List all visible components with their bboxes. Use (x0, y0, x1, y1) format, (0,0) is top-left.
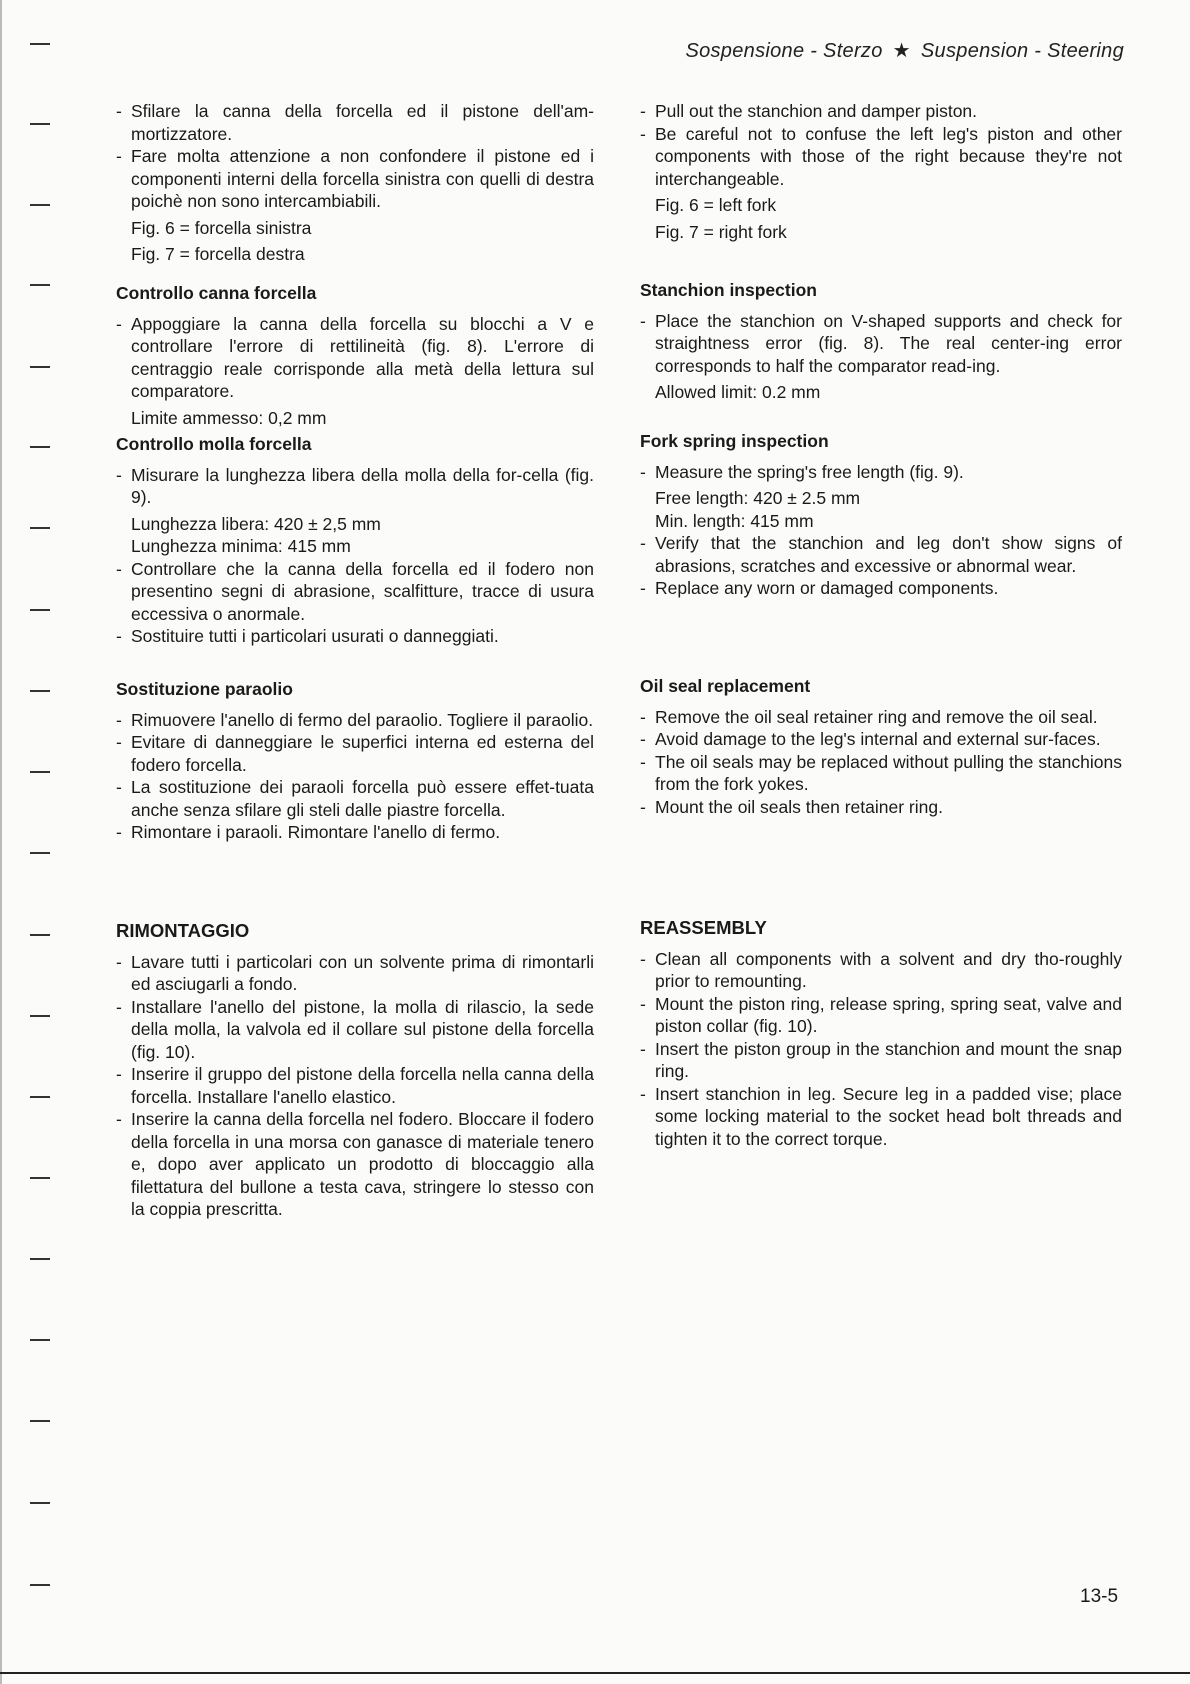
margin-mark (30, 1258, 50, 1260)
section-title: Fork spring inspection (640, 431, 829, 451)
list-item: - La sostituzione dei paraoli forcella può essere effet-tuata anche senza sfilare gli steli dalle piastre forcella. (116, 776, 594, 821)
list-item: - Rimuovere l'anello di fermo del paraolio. Togliere il paraolio. (116, 709, 594, 732)
margin-mark (30, 852, 50, 854)
section-title: Controllo canna forcella (116, 283, 317, 303)
margin-mark (30, 1502, 50, 1504)
fig-note: Fig. 6 = forcella sinistra (131, 217, 312, 238)
list-item: - Lavare tutti i particolari con un solvente prima di rimontarli ed asciugarli a fondo. (116, 951, 594, 996)
margin-mark (30, 1420, 50, 1422)
list-item: - Place the stanchion on V-shaped supports and check for straightness error (fig. 8). The real center-ing error corresponds to half the comparator read-ing. (640, 310, 1122, 378)
margin-mark (30, 284, 50, 286)
section-spring (640, 430, 1122, 600)
list-item: - Clean all components with a solvent and dry tho-roughly prior to remounting. (640, 948, 1122, 993)
spec-value: Limite ammesso: 0,2 mm (131, 407, 327, 428)
margin-mark (30, 123, 50, 125)
running-header (685, 38, 1124, 63)
list-item: - Insert the piston group in the stanchion and mount the snap ring. (640, 1038, 1122, 1083)
intro-section (116, 100, 594, 266)
list-item: - Inserire la canna della forcella nel fodero. Bloccare il fodero della forcella in una morsa con ganasce di materiale tenero e, dopo aver applicato un prodotto di bloccaggio alla filettatura del bullone a testa cava, stringere lo stesso con la coppia prescritta. (116, 1108, 594, 1221)
section-reassembly (116, 920, 594, 1221)
bottom-rule (0, 1672, 1190, 1674)
header-english: Suspension - Steering (920, 40, 1124, 62)
list-item: - Mount the oil seals then retainer ring. (640, 796, 1122, 819)
list-item: - Misurare la lunghezza libera della molla della for-cella (fig. 9). (116, 464, 594, 509)
fig-note: Fig. 7 = right fork (655, 221, 787, 242)
list-item: - Be careful not to confuse the left leg's piston and other components with those of the right because they're not interchangeable. (640, 123, 1122, 191)
list-item: - Installare l'anello del pistone, la molla di rilascio, la sede della molla, la valvola ed il collare sul pistone della forcella (fig. 10). (116, 996, 594, 1064)
margin-mark (30, 771, 50, 773)
list-item: - Fare molta attenzione a non confondere il pistone ed i componenti interni della forcella sinistra con quelli di destra poichè non sono intercambiabili. (116, 145, 594, 213)
spec-value: Allowed limit: 0.2 mm (655, 382, 821, 402)
margin-mark (30, 204, 50, 206)
list-item: - Remove the oil seal retainer ring and remove the oil seal. (640, 706, 1122, 729)
list-item: - Replace any worn or damaged components. (640, 577, 1122, 600)
list-item: - Avoid damage to the leg's internal and external sur-faces. (640, 728, 1122, 751)
list-item: - Sfilare la canna della forcella ed il pistone dell'am-mortizzatore. (116, 100, 594, 145)
spec-value: Min. length: 415 mm (655, 510, 814, 531)
section-title: REASSEMBLY (640, 917, 767, 938)
section-spring (116, 433, 594, 648)
list-item: - Sostituire tutti i particolari usurati o danneggiati. (116, 625, 594, 648)
section-stanchion (640, 279, 1122, 404)
margin-mark (30, 366, 50, 368)
list-item: - Insert stanchion in leg. Secure leg in a padded vise; place some locking material to the socket head bolt threads and tighten it to the correct torque. (640, 1083, 1122, 1151)
section-title: Oil seal replacement (640, 676, 811, 696)
margin-mark (30, 609, 50, 611)
margin-mark (30, 1339, 50, 1341)
margin-mark (30, 1584, 50, 1586)
section-title: Sostituzione paraolio (116, 679, 293, 699)
section-oil-seal (116, 678, 594, 844)
section-title: RIMONTAGGIO (116, 920, 250, 941)
margin-mark (30, 446, 50, 448)
section-stanchion (116, 282, 594, 429)
section-oil-seal (640, 675, 1122, 818)
star-icon: ★ (892, 40, 911, 62)
spec-value: Free length: 420 ± 2.5 mm (655, 488, 861, 508)
list-item: - Inserire il gruppo del pistone della forcella nella canna della forcella. Installare l'anello elastico. (116, 1063, 594, 1108)
spec-value: Lunghezza minima: 415 mm (131, 536, 351, 556)
spec-value: Lunghezza libera: 420 ± 2,5 mm (131, 513, 381, 534)
list-item: - Evitare di danneggiare le superfici interna ed esterna del fodero forcella. (116, 731, 594, 776)
list-item: - The oil seals may be replaced without pulling the stanchions from the fork yokes. (640, 751, 1122, 796)
margin-mark (30, 1096, 50, 1098)
list-item: - Pull out the stanchion and damper piston. (640, 100, 1122, 123)
list-item: - Measure the spring's free length (fig. 9). (640, 461, 1122, 484)
section-reassembly (640, 917, 1122, 1150)
list-item: - Verify that the stanchion and leg don't show signs of abrasions, scratches and excessive or abnormal wear. (640, 532, 1122, 577)
margin-mark (30, 934, 50, 936)
margin-mark (30, 690, 50, 692)
margin-mark (30, 527, 50, 529)
header-italian: Sospensione - Sterzo (685, 40, 883, 62)
left-page-edge (0, 0, 2, 1684)
page-number: 13-5 (1080, 1586, 1119, 1607)
section-title: Controllo molla forcella (116, 434, 312, 454)
margin-mark (30, 1177, 50, 1179)
list-item: - Appoggiare la canna della forcella su blocchi a V e controllare l'errore di rettilineità (fig. 8). L'errore di centraggio reale corrisponde alla metà della lettura sul comparatore. (116, 313, 594, 403)
margin-mark (30, 1015, 50, 1017)
margin-mark (30, 43, 50, 45)
section-title: Stanchion inspection (640, 280, 817, 300)
list-item: - Rimontare i paraoli. Rimontare l'anello di fermo. (116, 821, 594, 844)
list-item: - Mount the piston ring, release spring, spring seat, valve and piston collar (fig. 10). (640, 993, 1122, 1038)
fig-note: Fig. 6 = left fork (655, 195, 777, 215)
intro-section (640, 100, 1122, 243)
fig-note: Fig. 7 = forcella destra (131, 244, 305, 264)
list-item: - Controllare che la canna della forcella ed il fodero non presentino segni di abrasione, scalfitture, tracce di usura eccessiva o anormale. (116, 558, 594, 626)
